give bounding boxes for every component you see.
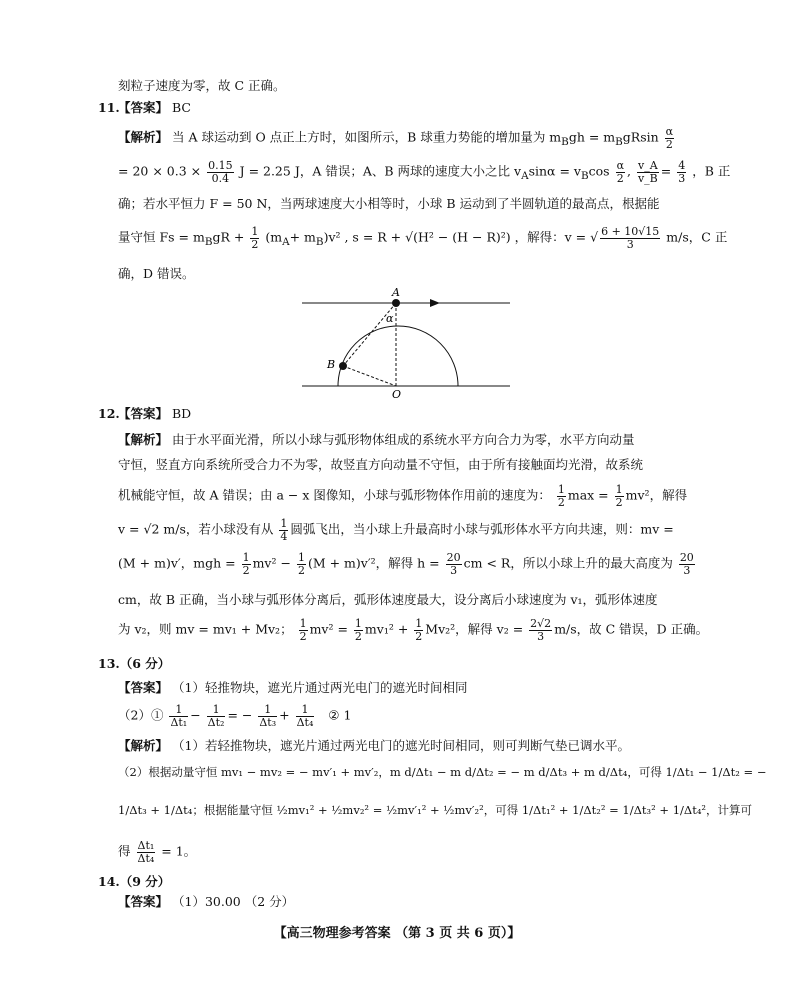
text-line: 圆弧飞出，当小球上升最高时小球与弧形体水平方向共速，则：mv = bbox=[290, 521, 674, 537]
text-line: cm，故 B 正确，当小球与弧形体分离后，弧形体速度最大，设分离后小球速度为 v₁，弧形体速度 bbox=[118, 592, 658, 607]
fraction: $\frac{1}{2}$ bbox=[354, 617, 362, 643]
fraction: $\frac{2√2}{3}$ bbox=[530, 617, 552, 643]
ball-a bbox=[392, 299, 400, 307]
fraction: $\frac{20}{3}$ bbox=[679, 551, 694, 577]
explanation-label: 【解析】 bbox=[118, 129, 169, 145]
page-footer: 【高三物理参考答案 （第 3 页 共 6 页）】 bbox=[273, 926, 521, 941]
text-line: (M + m)v′²，解得 h = bbox=[307, 555, 440, 571]
fraction: $\frac{1}{2}$ bbox=[251, 225, 259, 251]
text-line: (m bbox=[265, 229, 283, 245]
fraction: $\frac{20}{3}$ bbox=[446, 551, 461, 577]
answer-value: BD bbox=[172, 406, 192, 421]
text-line: 当 A 球运动到 O 点正上方时，如图所示，B 球重力势能的增加量为 m bbox=[172, 129, 562, 145]
q12-number: 12. bbox=[98, 406, 120, 421]
text-line: + m bbox=[289, 229, 316, 245]
text-line: 为 v₂，则 mv = mv₁ + Mv₂； bbox=[118, 621, 293, 637]
text-line: （1）轻推物块，遮光片通过两光电门的遮光时间相同 bbox=[172, 680, 468, 695]
fraction: $\frac{1}{2}$ bbox=[615, 483, 623, 509]
text-line: ② 1 bbox=[328, 707, 352, 723]
fraction: $\frac{1}{2}$ bbox=[242, 551, 250, 577]
fraction: $\frac{1}{\text{Δt₂}}$ bbox=[207, 703, 225, 729]
text-line: （2）根据动量守恒 mv₁ − mv₂ = − mv′₁ + mv′₂，m d/Δt₁ − m d/Δt₂ = − m d/Δt₃ + m d/Δt₄，可得 1/Δt₁ − 1/Δt₂ = − bbox=[118, 765, 767, 779]
text-line: 由于水平面光滑，所以小球与弧形物体组成的系统水平方向合力为零，水平方向动量 bbox=[172, 432, 635, 447]
text-line: 确，D 错误。 bbox=[118, 266, 195, 281]
text-line: mv² = bbox=[309, 621, 348, 637]
text-line: cm < R，所以小球上升的最大高度为 bbox=[463, 555, 673, 571]
answer-label: 【答案】 bbox=[118, 680, 169, 695]
text-line: max = bbox=[567, 487, 609, 503]
text-line: Mv₂²，解得 v₂ = bbox=[425, 621, 524, 637]
text-line: 刻粒子速度为零，故 C 正确。 bbox=[118, 78, 286, 93]
text-line: = 1。 bbox=[161, 843, 197, 859]
text-line: gR + bbox=[212, 229, 245, 245]
fraction: $\frac{1}{2}$ bbox=[299, 617, 307, 643]
explanation-label: 【解析】 bbox=[118, 738, 169, 753]
text-line: cos bbox=[588, 163, 610, 179]
dashed-bo bbox=[343, 366, 396, 386]
text-line: mv₁² + bbox=[364, 621, 409, 637]
text-line: sinα = v bbox=[528, 163, 581, 179]
text-line: 守恒，竖直方向系统所受合力不为零，故竖直方向动量不守恒，由于所有接触面均光滑，故系统 bbox=[118, 457, 644, 472]
fraction: $\frac{1}{\text{Δt₃}}$ bbox=[259, 703, 277, 729]
fraction: $\frac{1}{2}$ bbox=[297, 551, 305, 577]
fraction: $\frac{1}{\text{Δt₄}}$ bbox=[296, 703, 314, 729]
text-line: 量守恒 Fs = m bbox=[118, 229, 205, 245]
text-line: m/s，C 正 bbox=[666, 229, 728, 245]
text-line: gRsin bbox=[622, 129, 659, 145]
text-line: mv² − bbox=[252, 555, 291, 571]
text-line: )v² , s = R + √(H² − (H − R)²) ，解得：v = bbox=[323, 229, 587, 245]
text-line: v = √2 m/s，若小球没有从 bbox=[118, 521, 274, 537]
fraction: $\frac{1}{2}$ bbox=[415, 617, 423, 643]
text-line: （1）若轻推物块，遮光片通过两光电门的遮光时间相同，则可判断气垫已调水平。 bbox=[172, 738, 630, 753]
q13-number: 13.（6 分） bbox=[98, 656, 171, 671]
label-o: O bbox=[392, 388, 402, 401]
text-line: ，B 正 bbox=[692, 163, 731, 179]
text-line: （1）30.00 （2 分） bbox=[172, 894, 295, 909]
answer-value: BC bbox=[172, 100, 191, 115]
text-line: （2）① bbox=[118, 707, 164, 723]
fraction: $\frac{\alpha}{2}$ bbox=[665, 125, 674, 151]
ball-b bbox=[339, 362, 347, 370]
text-line: (M + m)v′，mgh = bbox=[118, 555, 236, 571]
arrow-head bbox=[430, 299, 440, 307]
answer-label: 【答案】 bbox=[118, 406, 169, 421]
fraction: $\frac{1}{4}$ bbox=[280, 517, 288, 543]
fraction: $\frac{\alpha}{2}$ bbox=[616, 159, 624, 185]
text-line: m/s，故 C 错误，D 正确。 bbox=[554, 621, 709, 637]
text-line: gh = m bbox=[568, 129, 616, 145]
semicircle-track bbox=[338, 326, 458, 386]
fraction: $\frac{\text{Δt₁}}{\text{Δt₄}}$ bbox=[137, 839, 155, 865]
text-line: 得 bbox=[118, 843, 131, 859]
text-line: J = 2.25 J，A 错误；A、B 两球的速度大小之比 v bbox=[239, 163, 522, 179]
text-line: mv²，解得 bbox=[625, 487, 688, 503]
fraction: $\frac{1}{\text{Δt₁}}$ bbox=[170, 703, 188, 729]
label-alpha: α bbox=[386, 312, 394, 325]
answer-label: 【答案】 bbox=[118, 894, 169, 909]
text-line: 机械能守恒，故 A 错误；由 a − x 图像知，小球与弧形物体作用前的速度为： bbox=[118, 487, 551, 503]
fraction: $\frac{0.15}{0.4}$ bbox=[208, 159, 233, 185]
text-line: 确；若水平恒力 F = 50 N，当两球速度大小相等时，小球 B 运动到了半圆轨道的最高点，根据能 bbox=[118, 196, 660, 211]
explanation-label: 【解析】 bbox=[118, 432, 169, 447]
fraction: $\frac{4}{3}$ bbox=[678, 159, 686, 185]
answer-label: 【答案】 bbox=[118, 100, 169, 115]
text-line: = 20 × 0.3 × bbox=[118, 163, 202, 179]
q14-number: 14.（9 分） bbox=[98, 874, 171, 889]
fraction: $\frac{v\_A}{v\_B}$ bbox=[637, 159, 658, 185]
label-b: B bbox=[327, 358, 336, 371]
fraction: $\frac{1}{2}$ bbox=[557, 483, 565, 509]
label-a: A bbox=[392, 286, 400, 299]
q11-number: 11. bbox=[98, 100, 120, 115]
text-line: 1/Δt₃ + 1/Δt₄；根据能量守恒 ½mv₁² + ½mv₂² = ½mv′₁² + ½mv′₂²，可得 1/Δt₁² + 1/Δt₂² = 1/Δt₃² + 1/Δt₄²，计算可 bbox=[118, 803, 753, 817]
fraction: $\frac{6 + 10√15}{3}$ bbox=[601, 225, 660, 251]
semicircle-figure bbox=[300, 286, 515, 401]
